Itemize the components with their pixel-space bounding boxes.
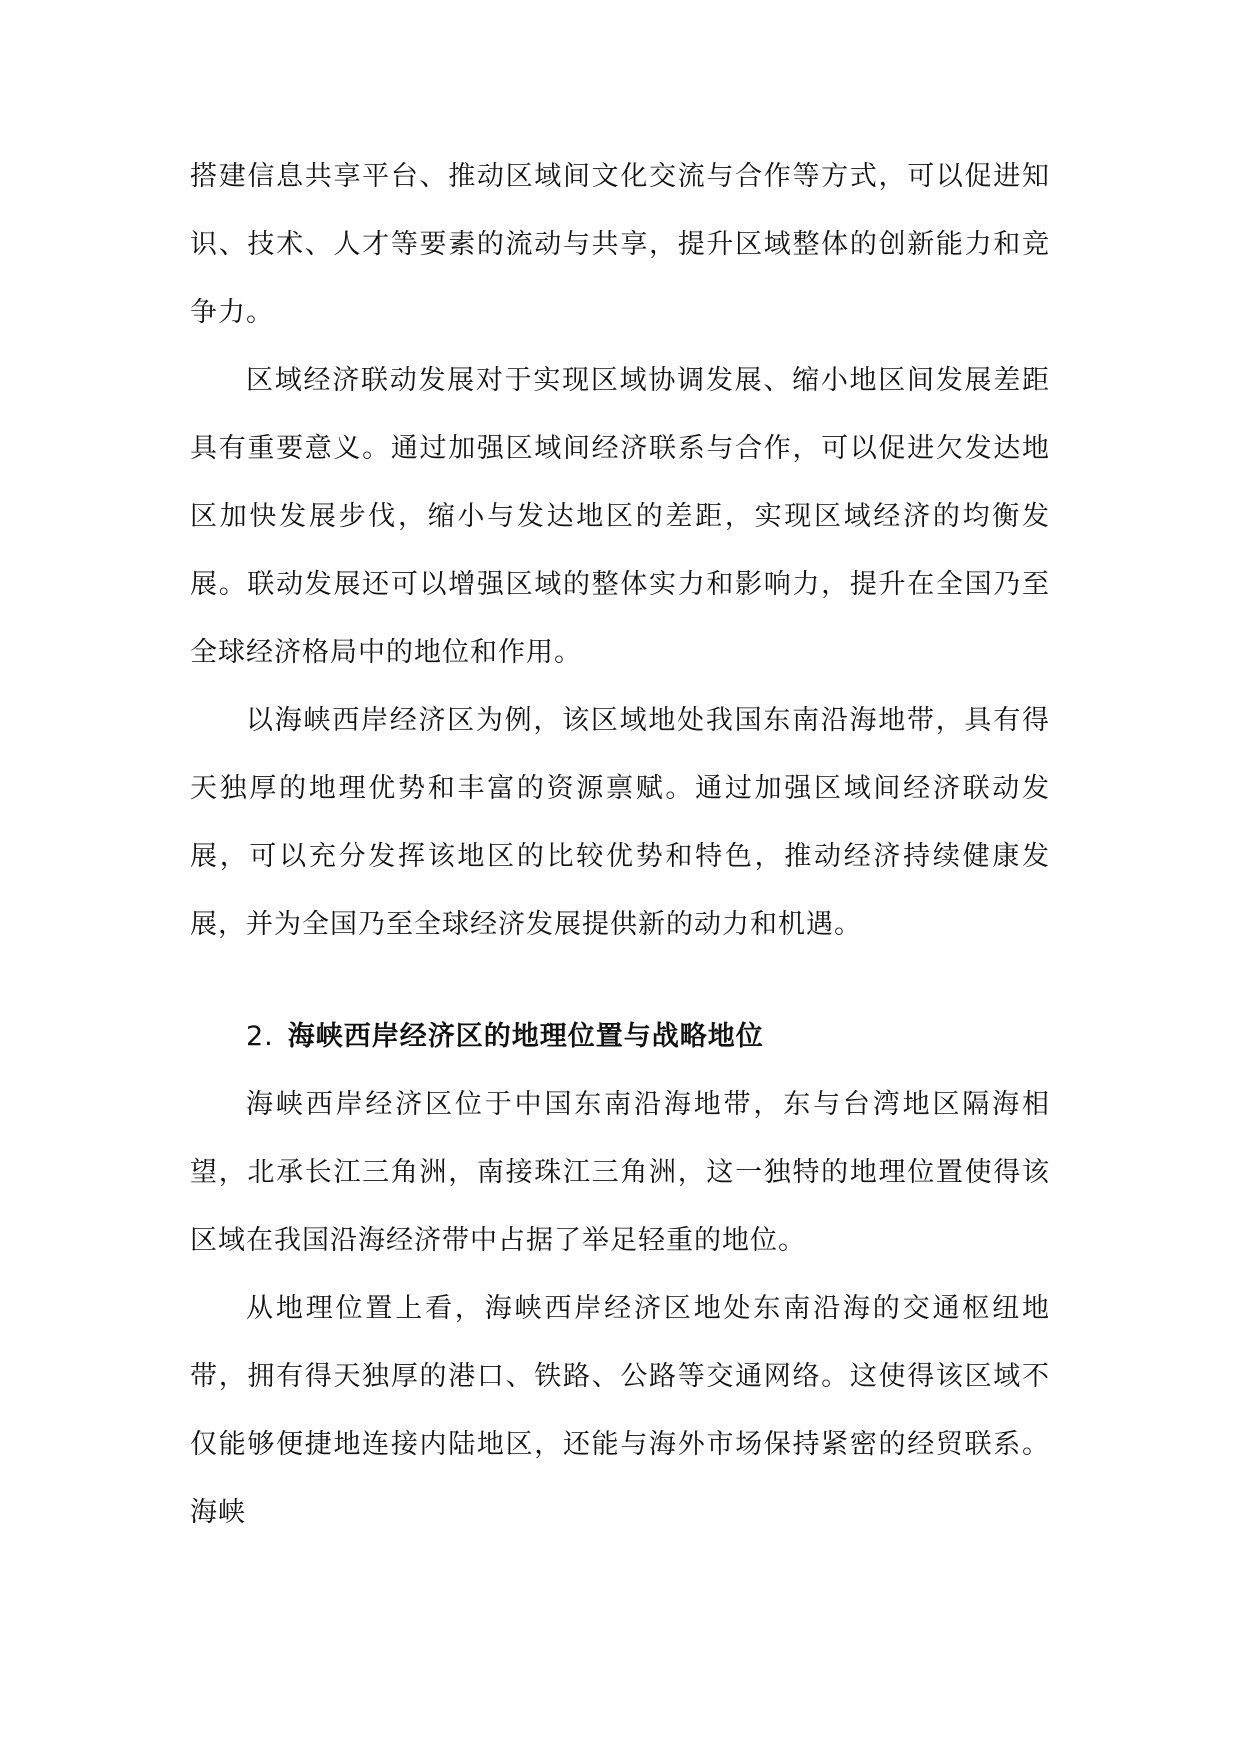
document-page (190, 143, 1050, 1547)
section-number: 2. (246, 1021, 274, 1052)
section-heading (190, 1003, 1050, 1071)
paragraph-location: 海峡西岸经济区位于中国东南沿海地带，东与台湾地区隔海相望，北承长江三角洲，南接珠江三角洲，这一独特的地理位置使得该区域在我国沿海经济带中占据了举足轻重的地位。 (190, 1089, 1050, 1256)
section-title: 海峡西岸经济区的地理位置与战略地位 (287, 1021, 764, 1052)
paragraph-regional-linkage: 区域经济联动发展对于实现区域协调发展、缩小地区间发展差距具有重要意义。通过加强区域间经济联系与合作，可以促进欠发达地区加快发展步伐，缩小与发达地区的差距，实现区域经济的均衡发展。联动发展还可以增强区域的整体实力和影响力，提升在全国乃至全球经济格局中的地位和作用。 (190, 365, 1050, 668)
paragraph-transport: 从地理位置上看，海峡西岸经济区地处东南沿海的交通枢纽地带，拥有得天独厚的港口、铁路、公路等交通网络。这使得该区域不仅能够便捷地连接内陆地区，还能与海外市场保持紧密的经贸联系。海峡 (190, 1293, 1050, 1528)
paragraph-continuation: 搭建信息共享平台、推动区域间文化交流与合作等方式，可以促进知识、技术、人才等要素的流动与共享，提升区域整体的创新能力和竞争力。 (190, 161, 1050, 328)
paragraph-haixi-example: 以海峡西岸经济区为例，该区域地处我国东南沿海地带，具有得天独厚的地理优势和丰富的资源禀赋。通过加强区域间经济联动发展，可以充分发挥该地区的比较优势和特色，推动经济持续健康发展，并为全国乃至全球经济发展提供新的动力和机遇。 (190, 705, 1050, 940)
